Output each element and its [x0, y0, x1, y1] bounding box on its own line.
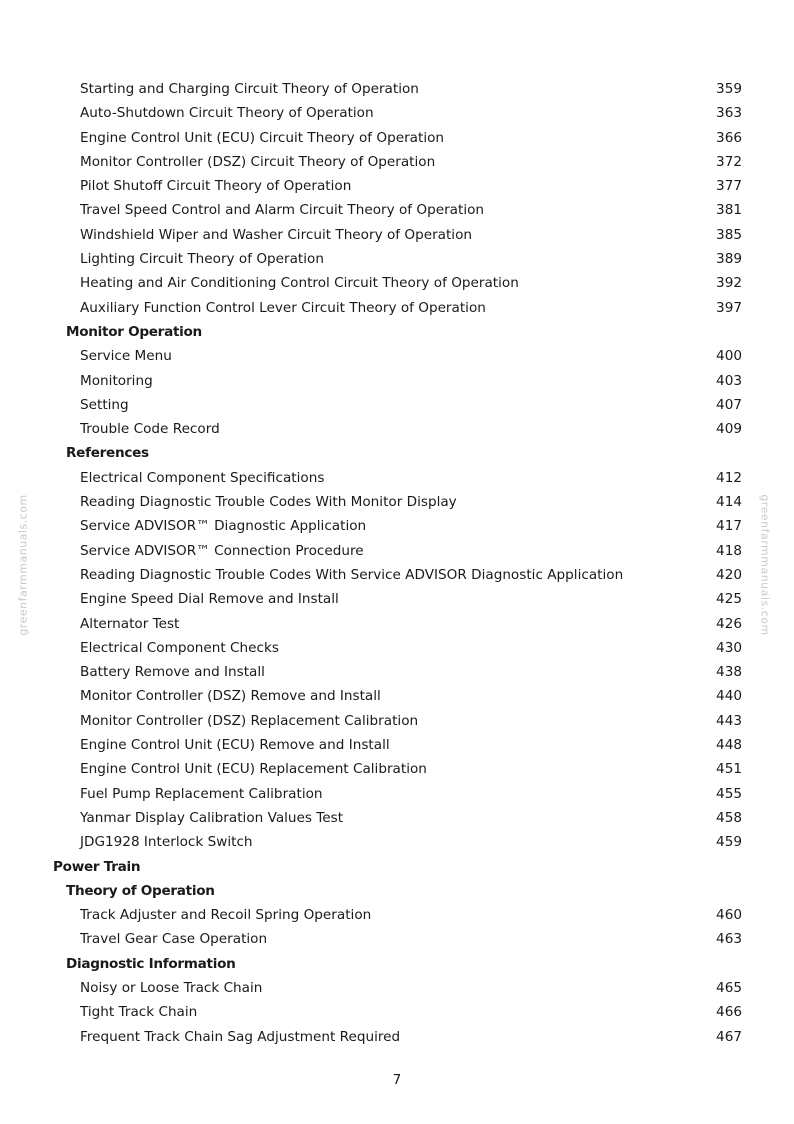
toc-entry[interactable] — [0, 563, 794, 587]
toc-entry-title: Pilot Shutoff Circuit Theory of Operation — [80, 178, 352, 195]
toc-entry-title: Lighting Circuit Theory of Operation — [80, 251, 324, 268]
toc-heading-title: Power Train — [53, 858, 141, 875]
toc-entry[interactable] — [0, 126, 794, 150]
toc-entry[interactable] — [0, 927, 794, 951]
toc-entry-page: 430 — [716, 639, 742, 656]
toc-entry-page: 414 — [716, 494, 742, 511]
toc-entry-title: Travel Speed Control and Alarm Circuit Theory of Operation — [80, 202, 485, 219]
toc-entry[interactable] — [0, 903, 794, 927]
toc-entry[interactable] — [0, 976, 794, 1000]
toc-entry[interactable] — [0, 393, 794, 417]
toc-entry-page: 418 — [716, 542, 742, 559]
toc-entry[interactable] — [0, 539, 794, 563]
toc-entry-title: Trouble Code Record — [80, 421, 220, 438]
toc-entry[interactable] — [0, 344, 794, 368]
toc-entry-title: Frequent Track Chain Sag Adjustment Required — [80, 1028, 401, 1045]
toc-entry[interactable] — [0, 757, 794, 781]
toc-entry[interactable] — [0, 296, 794, 320]
toc-entry[interactable] — [0, 271, 794, 295]
watermark-left: greenfarmmanuals.com — [16, 494, 30, 636]
toc-entry-page: 420 — [716, 566, 742, 583]
toc-heading-title: Theory of Operation — [66, 882, 215, 899]
toc-entry[interactable] — [0, 77, 794, 101]
toc-entry-title: Electrical Component Specifications — [80, 469, 325, 486]
toc-entry-title: Monitor Controller (DSZ) Circuit Theory of Operation — [80, 153, 436, 170]
toc-entry-title: Monitor Controller (DSZ) Replacement Calibration — [80, 712, 419, 729]
toc-entry-title: Engine Control Unit (ECU) Remove and Install — [80, 737, 390, 754]
toc-entry-title: Monitoring — [80, 372, 153, 389]
toc-entry[interactable] — [0, 636, 794, 660]
toc-entry-page: 407 — [716, 396, 742, 413]
toc-entry[interactable] — [0, 174, 794, 198]
toc-entry-title: Reading Diagnostic Trouble Codes With Monitor Display — [80, 494, 457, 511]
toc-entry[interactable] — [0, 223, 794, 247]
toc-subsection-heading[interactable] — [0, 441, 794, 465]
toc-entry-page: 455 — [716, 785, 742, 802]
toc-entry[interactable] — [0, 1025, 794, 1049]
toc-entry-title: Fuel Pump Replacement Calibration — [80, 785, 323, 802]
toc-entry-title: Service ADVISOR™ Connection Procedure — [80, 542, 364, 559]
toc-entry-title: Service ADVISOR™ Diagnostic Application — [80, 518, 367, 535]
toc-entry[interactable] — [0, 466, 794, 490]
toc-entry-title: Tight Track Chain — [80, 1004, 198, 1021]
toc-entry-page: 460 — [716, 907, 742, 924]
toc-entry-page: 359 — [716, 81, 742, 97]
toc-entry-page: 412 — [716, 469, 742, 486]
toc-entry-title: Noisy or Loose Track Chain — [80, 979, 263, 996]
toc-entry-title: Electrical Component Checks — [80, 639, 279, 656]
toc-entry-page: 409 — [716, 421, 742, 438]
toc-entry-title: Battery Remove and Install — [80, 664, 265, 681]
toc-entry-page: 440 — [716, 688, 742, 705]
toc-entry[interactable] — [0, 417, 794, 441]
toc-entry-title: Setting — [80, 396, 129, 413]
toc-entry[interactable] — [0, 101, 794, 125]
toc-entry[interactable] — [0, 247, 794, 271]
toc-entry-title: Track Adjuster and Recoil Spring Operation — [80, 907, 372, 924]
toc-entry-page: 372 — [716, 153, 742, 170]
toc-entry-page: 366 — [716, 129, 742, 146]
table-of-contents — [0, 77, 794, 1049]
toc-entry-page: 443 — [716, 712, 742, 729]
toc-entry-page: 389 — [716, 251, 742, 268]
toc-entry-title: Windshield Wiper and Washer Circuit Theory of Operation — [80, 226, 473, 243]
toc-entry-page: 451 — [716, 761, 742, 778]
page-number: 7 — [392, 1072, 402, 1088]
toc-entry-page: 397 — [716, 299, 742, 316]
toc-subsection-heading[interactable] — [0, 952, 794, 976]
toc-entry[interactable] — [0, 660, 794, 684]
toc-entry-page: 425 — [716, 591, 742, 608]
toc-entry-title: Reading Diagnostic Trouble Codes With Service ADVISOR Diagnostic Application — [80, 566, 624, 583]
toc-entry-page: 426 — [716, 615, 742, 632]
toc-entry-page: 458 — [716, 809, 742, 826]
toc-entry-title: Service Menu — [80, 348, 172, 365]
toc-entry-title: Heating and Air Conditioning Control Circuit Theory of Operation — [80, 275, 519, 292]
toc-subsection-heading[interactable] — [0, 320, 794, 344]
toc-entry-page: 385 — [716, 226, 742, 243]
toc-entry-page: 363 — [716, 105, 742, 122]
toc-entry-title: Engine Control Unit (ECU) Replacement Calibration — [80, 761, 427, 778]
toc-entry[interactable] — [0, 1000, 794, 1024]
toc-entry[interactable] — [0, 709, 794, 733]
toc-subsection-heading[interactable] — [0, 879, 794, 903]
toc-entry[interactable] — [0, 782, 794, 806]
toc-heading-title: Diagnostic Information — [66, 955, 236, 972]
toc-entry-page: 392 — [716, 275, 742, 292]
toc-entry-page: 403 — [716, 372, 742, 389]
toc-entry-title: Auxiliary Function Control Lever Circuit Theory of Operation — [80, 299, 486, 316]
toc-entry-title: Auto-Shutdown Circuit Theory of Operation — [80, 105, 374, 122]
toc-entry-title: JDG1928 Interlock Switch — [80, 834, 253, 851]
toc-entry[interactable] — [0, 198, 794, 222]
toc-entry[interactable] — [0, 830, 794, 854]
toc-entry-page: 459 — [716, 834, 742, 851]
toc-entry[interactable] — [0, 612, 794, 636]
toc-entry[interactable] — [0, 490, 794, 514]
toc-entry[interactable] — [0, 150, 794, 174]
toc-entry-title: Engine Control Unit (ECU) Circuit Theory of Operation — [80, 129, 445, 146]
toc-entry-page: 466 — [716, 1004, 742, 1021]
toc-entry-title: Yanmar Display Calibration Values Test — [80, 809, 344, 826]
toc-entry-title: Starting and Charging Circuit Theory of Operation — [80, 81, 419, 97]
toc-entry[interactable] — [0, 806, 794, 830]
toc-entry-page: 467 — [716, 1028, 742, 1045]
toc-entry[interactable] — [0, 684, 794, 708]
toc-entry-title: Engine Speed Dial Remove and Install — [80, 591, 339, 608]
toc-entry[interactable] — [0, 733, 794, 757]
toc-entry-page: 417 — [716, 518, 742, 535]
toc-entry-page: 463 — [716, 931, 742, 948]
toc-entry-title: Alternator Test — [80, 615, 180, 632]
toc-entry-page: 448 — [716, 737, 742, 754]
toc-entry-title: Travel Gear Case Operation — [80, 931, 268, 948]
toc-entry-page: 377 — [716, 178, 742, 195]
toc-entry-page: 381 — [716, 202, 742, 219]
watermark-right: greenfarmmanuals.com — [758, 494, 772, 636]
toc-entry-title: Monitor Controller (DSZ) Remove and Install — [80, 688, 381, 705]
toc-entry-page: 400 — [716, 348, 742, 365]
toc-entry[interactable] — [0, 369, 794, 393]
toc-section-heading[interactable] — [0, 855, 794, 879]
toc-entry-page: 465 — [716, 979, 742, 996]
toc-entry-page: 438 — [716, 664, 742, 681]
toc-entry[interactable] — [0, 587, 794, 611]
toc-heading-title: Monitor Operation — [66, 323, 202, 340]
toc-entry[interactable] — [0, 514, 794, 538]
toc-heading-title: References — [66, 445, 149, 462]
